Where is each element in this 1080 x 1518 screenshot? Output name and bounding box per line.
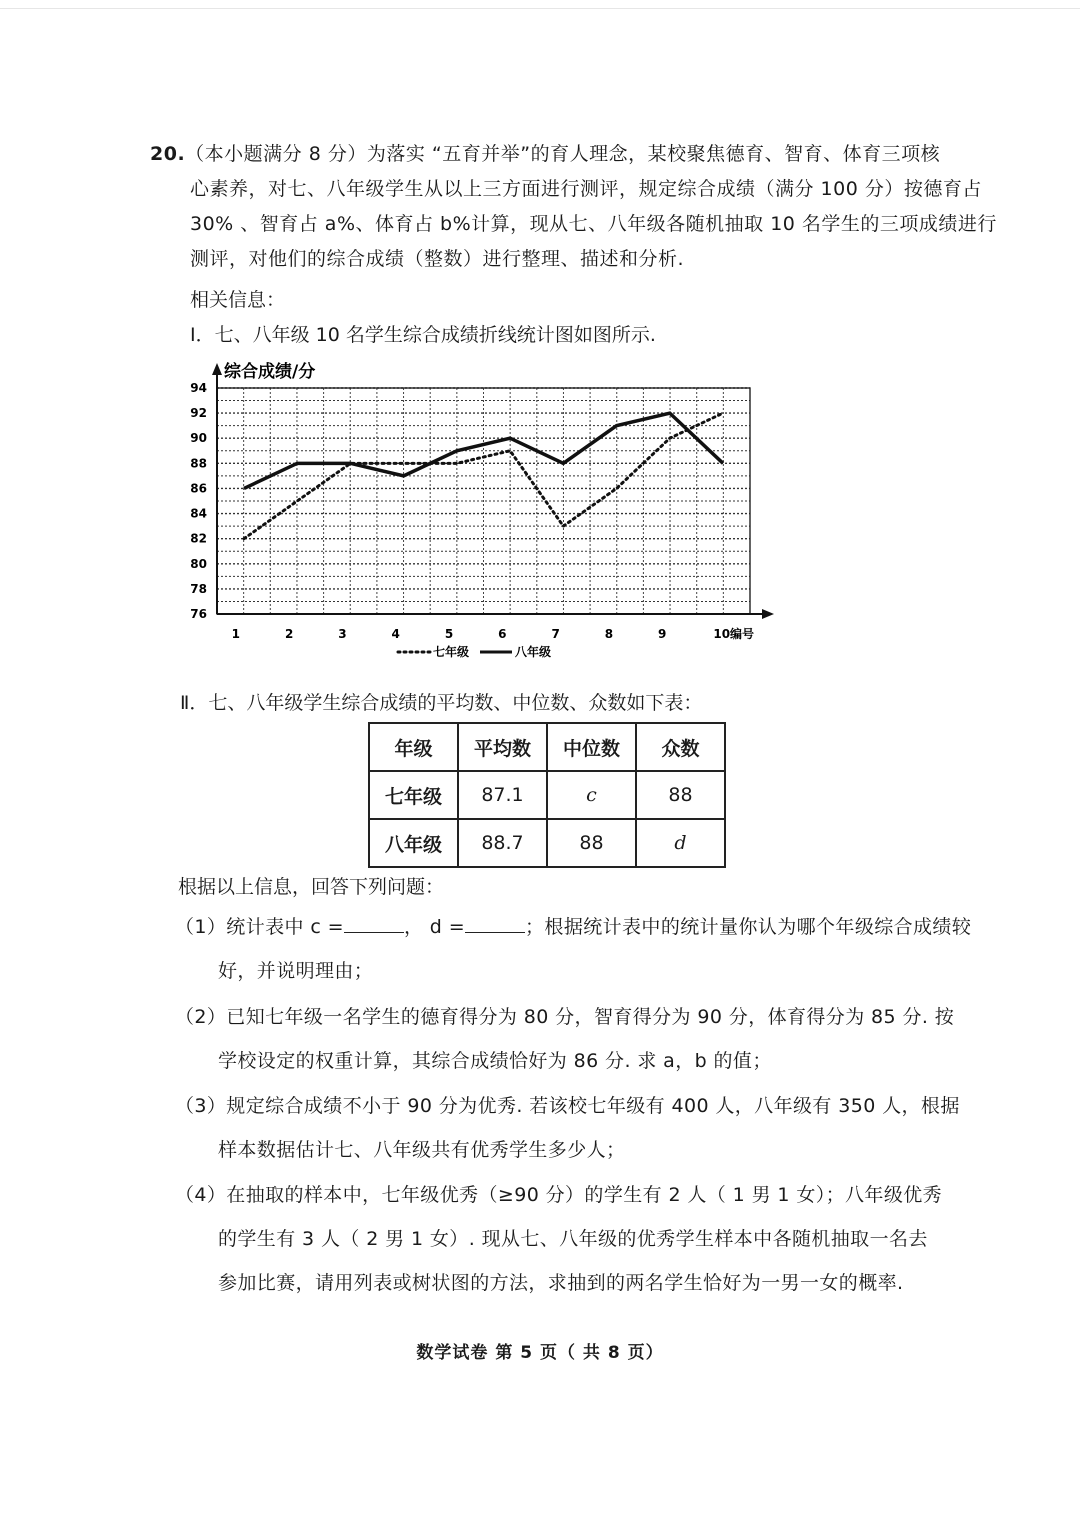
x-tick-label: 9: [658, 627, 667, 641]
question-number: 20.: [150, 143, 186, 165]
item-1-text: Ⅰ．七、八年级 10 名学生综合成绩折线统计图如图所示.: [190, 324, 656, 346]
intro-line-3: 30% 、智育占 a%、体育占 b%计算，现从七、八年级各随机抽取 10 名学生的三项成绩进行: [190, 213, 997, 235]
legend-label-grade8: 八年级: [515, 645, 552, 659]
q3-line-2: 样本数据估计七、八年级共有优秀学生多少人；: [218, 1139, 626, 1161]
x-tick-label: 8: [604, 627, 614, 641]
y-tick-label: 78: [190, 581, 207, 596]
y-tick-label: 92: [190, 406, 207, 421]
q3-number: （3）: [175, 1095, 227, 1117]
q2-line-1: [175, 995, 955, 1039]
y-tick-label: 88: [190, 456, 207, 471]
stats-table: [368, 722, 726, 868]
y-axis-arrow: [212, 363, 222, 375]
q1-part-3: ；根据统计表中的统计量你认为哪个年级综合成绩较: [525, 916, 972, 938]
y-tick-label: 76: [190, 607, 207, 621]
series-line-grade7: [244, 413, 723, 539]
answer-blank-d[interactable]: [465, 914, 525, 933]
intro-text-1: （本小题满分 8 分）为落实 “五育并举”的育人理念，某校聚焦德育、智育、体育三项核: [185, 143, 941, 165]
y-tick-label: 80: [190, 556, 207, 571]
y-tick-label: 84: [190, 506, 207, 521]
info-heading: 相关信息：: [190, 289, 286, 311]
answer-blank-c[interactable]: [344, 914, 404, 933]
x-tick-label: 4: [391, 627, 400, 641]
q4-number: （4）: [175, 1184, 227, 1206]
page-footer: 数学试卷 第 5 页（ 共 8 页）: [416, 1343, 664, 1363]
x-tick-label: 2: [284, 627, 294, 641]
q4-line-1: [175, 1173, 945, 1217]
table-cell: 88.7: [458, 819, 547, 867]
q1-line-1: [175, 905, 972, 949]
q3-text-1: 规定综合成绩不小于 90 分为优秀. 若该校七年级有 400 人，八年级有 350 人，根据: [226, 1095, 960, 1117]
x-tick-label: 3: [338, 627, 347, 641]
q2-text-1: 已知七年级一名学生的德育得分为 80 分，智育得分为 90 分，体育得分为 85 分. 按: [226, 1006, 955, 1028]
x-tick-label: 1: [231, 627, 241, 641]
x-tick-label: 7: [551, 627, 560, 641]
q3-line-1: [175, 1084, 960, 1128]
question-3: [175, 1084, 960, 1172]
y-tick-label: 82: [190, 531, 207, 546]
q2-number: （2）: [175, 1006, 227, 1028]
table-row: [369, 771, 725, 819]
top-edge-line: [0, 8, 1080, 9]
table-cell: 88: [636, 771, 725, 819]
table-header-cell: 平均数: [458, 723, 547, 771]
q1-part-1: 统计表中 c =: [226, 916, 344, 938]
q1-line-2: 好，并说明理由；: [218, 960, 374, 982]
legend-label-grade7: 七年级: [433, 645, 470, 659]
x-tick-label: 5: [444, 627, 454, 641]
y-tick-label: 86: [190, 481, 207, 496]
table-header-cell: 中位数: [547, 723, 636, 771]
table-cell: 87.1: [458, 771, 547, 819]
table-header-cell: 众数: [636, 723, 725, 771]
q4-line-3: 参加比赛，请用列表或树状图的方法，求抽到的两名学生恰好为一男一女的概率.: [218, 1272, 904, 1294]
table-cell: c: [547, 771, 636, 819]
y-axis-label: 综合成绩/分: [224, 362, 316, 382]
intro-line-4: 测评，对他们的综合成绩（整数）进行整理、描述和分析.: [190, 248, 685, 270]
table-cell: 七年级: [369, 771, 458, 819]
question-4: [175, 1173, 945, 1305]
y-tick-label: 94: [190, 381, 207, 395]
line-chart: [180, 355, 780, 675]
x-tick-label-with-axis-label: 10编号: [713, 627, 755, 641]
x-axis-arrow: [762, 609, 774, 619]
table-cell: 88: [547, 819, 636, 867]
table-header-row: [369, 723, 725, 771]
y-tick-label: 90: [190, 431, 207, 446]
table-cell: d: [636, 819, 725, 867]
table-header-cell: 年级: [369, 723, 458, 771]
q2-line-2: 学校设定的权重计算，其综合成绩恰好为 86 分. 求 a，b 的值；: [218, 1050, 772, 1072]
q1-number: （1）: [175, 916, 227, 938]
questions-intro: 根据以上信息，回答下列问题：: [178, 876, 445, 898]
x-tick-label: 6: [498, 627, 507, 641]
question-1: [175, 905, 972, 993]
chart-svg: [180, 355, 780, 675]
question-intro: [150, 137, 997, 277]
table-row: [369, 819, 725, 867]
q4-line-2: 的学生有 3 人（ 2 男 1 女）. 现从七、八年级的优秀学生样本中各随机抽取一名去: [218, 1228, 928, 1250]
intro-line-1: [150, 137, 950, 172]
q1-part-2: ， d =: [403, 916, 466, 938]
question-2: [175, 995, 955, 1083]
item-2-text: Ⅱ．七、八年级学生综合成绩的平均数、中位数、众数如下表：: [180, 692, 703, 714]
table-cell: 八年级: [369, 819, 458, 867]
intro-line-2: 心素养，对七、八年级学生从以上三方面进行测评，规定综合成绩（满分 100 分）按德育占: [190, 178, 982, 200]
q4-text-1: 在抽取的样本中，七年级优秀（≥90 分）的学生有 2 人（ 1 男 1 女）；八年级优秀: [226, 1184, 943, 1206]
